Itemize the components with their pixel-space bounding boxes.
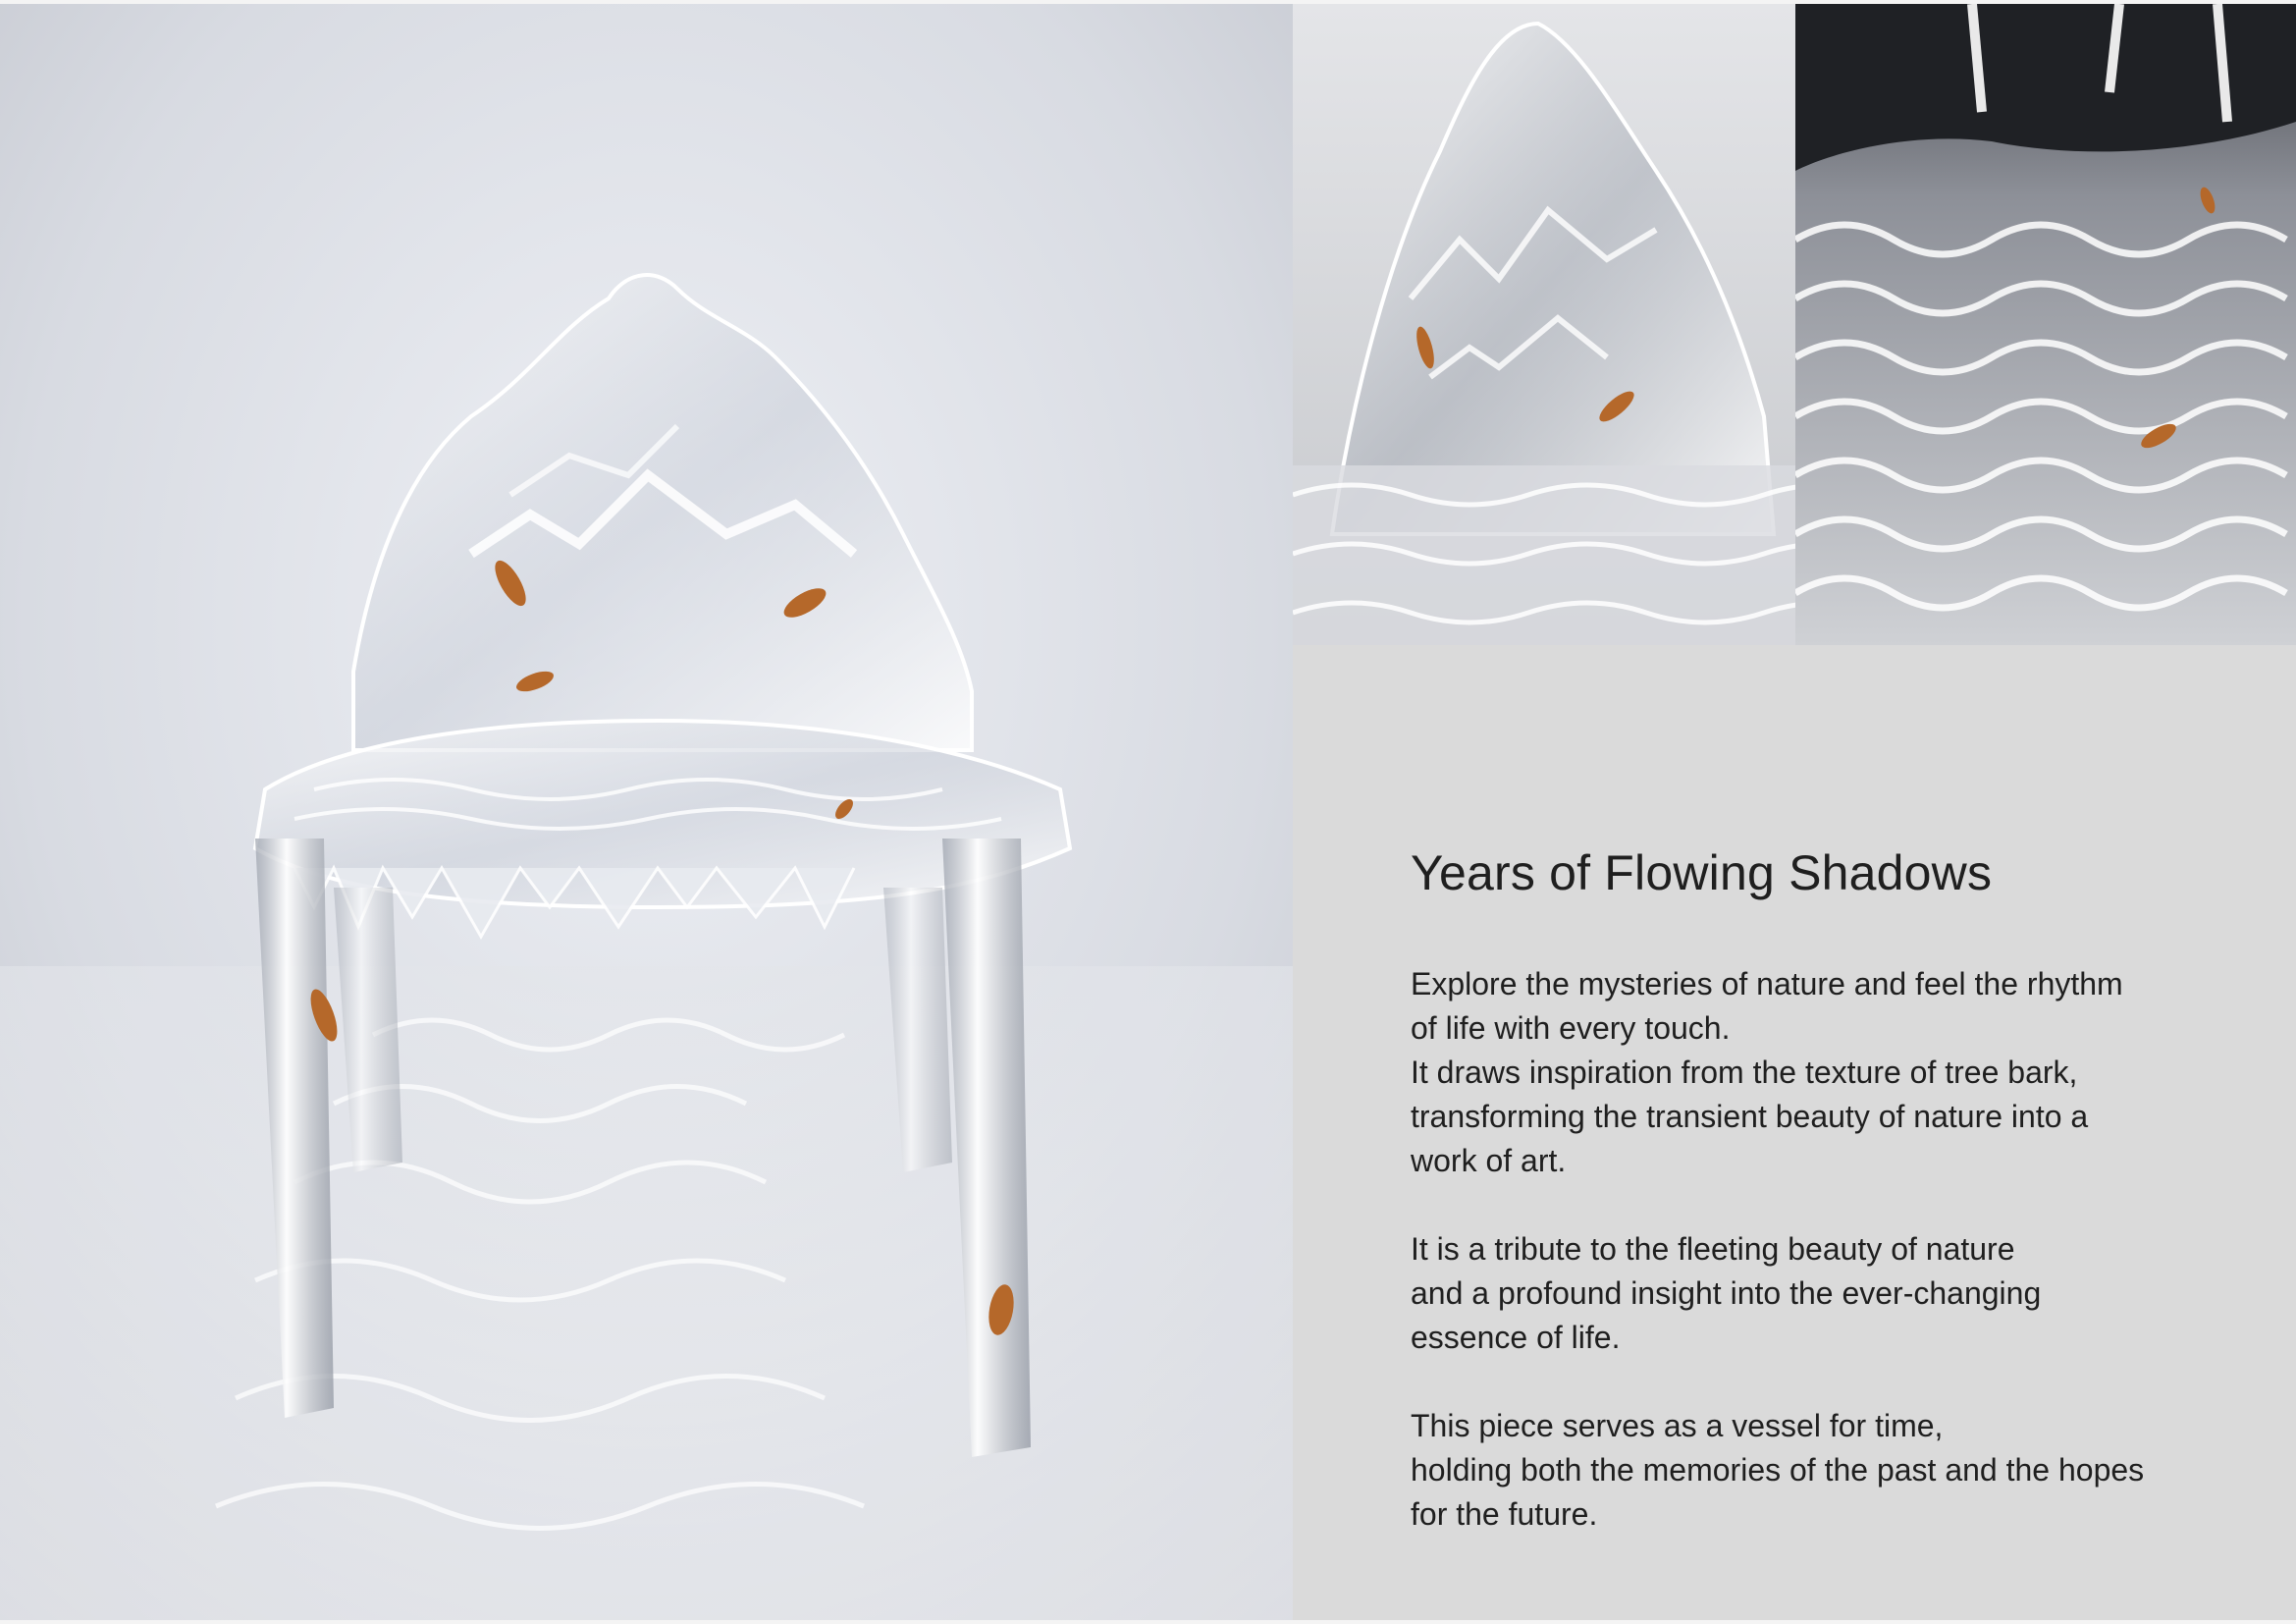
text-line: transforming the transient beauty of nature into a bbox=[1411, 1099, 2089, 1134]
text-line: holding both the memories of the past and the hopes bbox=[1411, 1452, 2145, 1488]
chair-main-photo bbox=[0, 4, 1293, 1620]
seat-texture-detail-photo bbox=[1795, 4, 2296, 645]
text-line: for the future. bbox=[1411, 1496, 1598, 1532]
text-line: essence of life. bbox=[1411, 1320, 1621, 1355]
text-line: and a profound insight into the ever-changing bbox=[1411, 1275, 2042, 1311]
text-line: It is a tribute to the fleeting beauty of nature bbox=[1411, 1231, 2015, 1267]
text-line: Explore the mysteries of nature and feel the rhythm bbox=[1411, 966, 2123, 1001]
backrest-detail-photo bbox=[1293, 4, 1795, 645]
description-paragraph-1 bbox=[1411, 962, 2216, 1183]
description-paragraph-2 bbox=[1411, 1227, 2216, 1360]
description-paragraph-3 bbox=[1411, 1404, 2216, 1537]
text-line: work of art. bbox=[1411, 1143, 1567, 1178]
product-title: Years of Flowing Shadows bbox=[1411, 845, 1993, 900]
bottom-border bbox=[0, 1620, 2296, 1624]
text-line: This piece serves as a vessel for time, bbox=[1411, 1408, 1944, 1443]
text-line: of life with every touch. bbox=[1411, 1010, 1731, 1046]
description-panel bbox=[1411, 844, 2216, 1581]
text-line: It draws inspiration from the texture of tree bark, bbox=[1411, 1055, 2078, 1090]
